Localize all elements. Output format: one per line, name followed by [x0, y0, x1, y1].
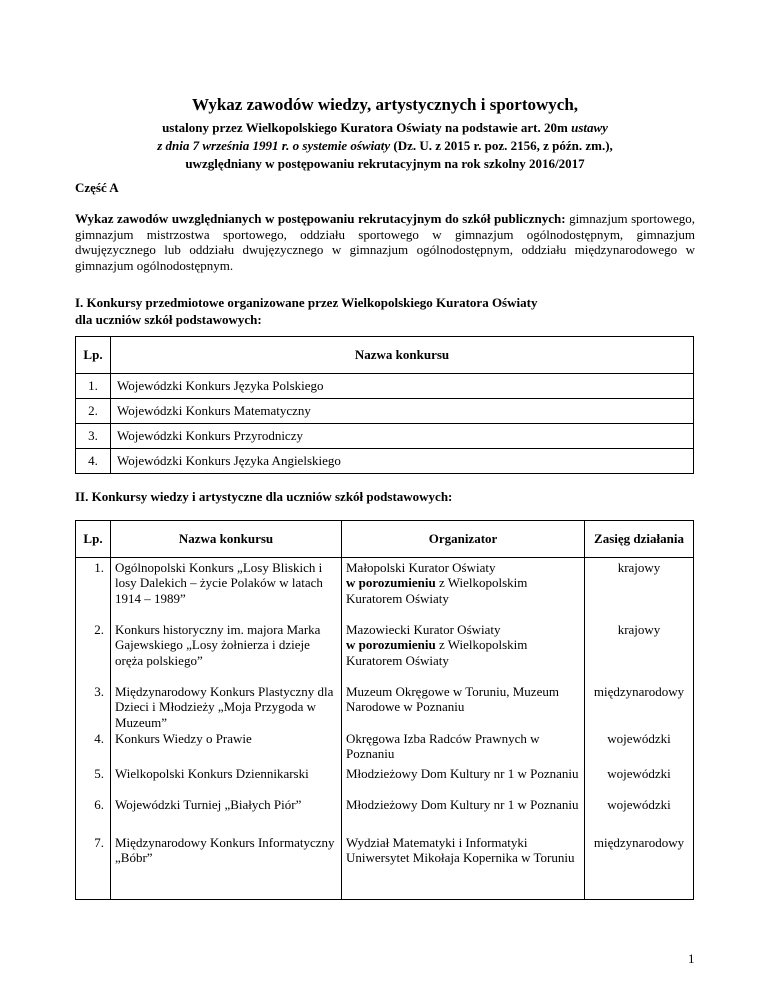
subtitle-line-1-italic: ustawy — [571, 120, 608, 135]
intro-text: gimnazjum sportowego, gimnazjum mistrzostwa sportowego, oddziału sportowego w gimnazjum ogólnodostępnym, gimnazjum dwujęzycznego lub oddziału dwujęzycznego w gimnazjum ogólnodostępnym, oddziału międzynarodowego w gimnazjum ogólnodostępnym. — [75, 211, 695, 273]
table-row — [76, 424, 694, 449]
row-organizer — [346, 560, 580, 622]
row-name: Międzynarodowy Konkurs Informatyczny „Bóbr” — [115, 835, 335, 866]
subject-contests-table — [75, 336, 694, 474]
row-name: Ogólnopolski Konkurs „Losy Bliskich i losy Dalekich – życie Polaków w latach 1914 – 1989” — [115, 560, 323, 606]
column-header-lp: Lp. — [76, 521, 111, 558]
row-organizer: Młodzieżowy Dom Kultury nr 1 w Poznaniu — [346, 766, 579, 781]
row-name: Międzynarodowy Konkurs Plastyczny dla Dzieci i Młodzieży „Moja Przygoda w Muzeum” — [115, 684, 334, 730]
row-lp: 3. — [94, 684, 104, 699]
table-row — [76, 449, 694, 474]
row-scope: międzynarodowy — [593, 684, 685, 699]
subtitle-line-2-text: (Dz. U. z 2015 r. poz. 2156, z późn. zm.), — [390, 138, 613, 153]
intro-paragraph — [75, 211, 695, 273]
column-header-organizer: Organizator — [342, 521, 585, 558]
row-organizer: Okręgowa Izba Radców Prawnych w Poznaniu — [346, 731, 540, 762]
column-header-scope: Zasięg działania — [585, 521, 694, 558]
table-row — [76, 399, 694, 424]
intro-bold: Wykaz zawodów uwzględnianych w postępowaniu rekrutacyjnym do szkół publicznych: — [75, 211, 566, 226]
row-organizer: Muzeum Okręgowe w Toruniu, Muzeum Narodowe w Poznaniu — [346, 684, 559, 715]
column-header-name: Nazwa konkursu — [111, 521, 342, 558]
row-name: Wojewódzki Turniej „Białych Piór” — [115, 797, 302, 812]
organizer-name: Mazowiecki Kurator Oświaty — [346, 622, 501, 637]
subtitle-line-1-text: ustalony przez Wielkopolskiego Kuratora Oświaty na podstawie art. 20m — [162, 120, 572, 135]
table-row — [76, 374, 694, 399]
row-lp: 4. — [94, 731, 104, 746]
subtitle-line-3: uwzględniany w postępowaniu rekrutacyjnym na rok szkolny 2016/2017 — [185, 156, 585, 171]
section-1-heading — [75, 294, 695, 328]
row-lp: 3. — [76, 424, 111, 449]
organizer-rest: z Wielkopolskim Kuratorem Oświaty — [346, 575, 528, 606]
part-heading: Część A — [75, 180, 119, 195]
row-scope: wojewódzki — [607, 731, 671, 746]
row-name: Konkurs Wiedzy o Prawie — [115, 731, 252, 746]
name-column — [111, 558, 342, 900]
organizer-column — [342, 558, 585, 900]
row-organizer — [346, 622, 580, 684]
row-scope: międzynarodowy — [593, 835, 685, 850]
row-scope: krajowy — [617, 622, 661, 637]
row-lp: 1. — [76, 374, 111, 399]
table-header-row — [76, 521, 694, 558]
subtitle-line-2 — [75, 137, 695, 155]
row-organizer: Wydział Matematyki i Informatyki Uniwersytet Mikołaja Kopernika w Toruniu — [346, 835, 575, 866]
row-lp: 5. — [94, 766, 104, 781]
row-lp: 2. — [76, 399, 111, 424]
column-header-name: Nazwa konkursu — [111, 337, 694, 374]
row-name: Wojewódzki Konkurs Języka Angielskiego — [111, 449, 694, 474]
organizer-bold: w porozumieniu — [346, 575, 436, 591]
section-2-heading: II. Konkursy wiedzy i artystyczne dla uczniów szkół podstawowych: — [75, 489, 453, 504]
row-name: Wielkopolski Konkurs Dziennikarski — [115, 766, 309, 781]
subtitle-line-2-italic: z dnia 7 września 1991 r. o systemie oświaty — [157, 138, 391, 153]
organizer-name: Małopolski Kurator Oświaty — [346, 560, 496, 575]
document-subtitle — [75, 119, 695, 173]
organizer-bold: w porozumieniu — [346, 637, 436, 653]
lp-column — [76, 558, 111, 900]
row-scope: krajowy — [617, 560, 661, 575]
table-header-row — [76, 337, 694, 374]
column-header-lp: Lp. — [76, 337, 111, 374]
row-lp: 6. — [94, 797, 104, 812]
row-name: Wojewódzki Konkurs Języka Polskiego — [111, 374, 694, 399]
row-scope: wojewódzki — [607, 797, 671, 812]
row-name: Konkurs historyczny im. majora Marka Gajewskiego „Losy żołnierza i dzieje oręża polskiego” — [115, 622, 321, 668]
row-scope: wojewódzki — [607, 766, 671, 781]
knowledge-contests-table — [75, 520, 694, 900]
section-1-heading-line-1: I. Konkursy przedmiotowe organizowane przez Wielkopolskiego Kuratora Oświaty — [75, 295, 538, 310]
row-name: Wojewódzki Konkurs Przyrodniczy — [111, 424, 694, 449]
scope-column — [585, 558, 694, 900]
row-lp: 7. — [94, 835, 104, 850]
row-name: Wojewódzki Konkurs Matematyczny — [111, 399, 694, 424]
row-lp: 4. — [76, 449, 111, 474]
document-title: Wykaz zawodów wiedzy, artystycznych i sportowych, — [191, 95, 579, 114]
page-number: 1 — [688, 951, 695, 966]
row-lp: 2. — [94, 622, 104, 637]
row-lp: 1. — [94, 560, 104, 575]
organizer-rest: z Wielkopolskim Kuratorem Oświaty — [346, 637, 528, 668]
subtitle-line-1 — [75, 119, 695, 137]
row-organizer: Młodzieżowy Dom Kultury nr 1 w Poznaniu — [346, 797, 579, 812]
section-1-heading-line-2: dla uczniów szkół podstawowych: — [75, 312, 262, 327]
table-body-row — [76, 558, 694, 900]
